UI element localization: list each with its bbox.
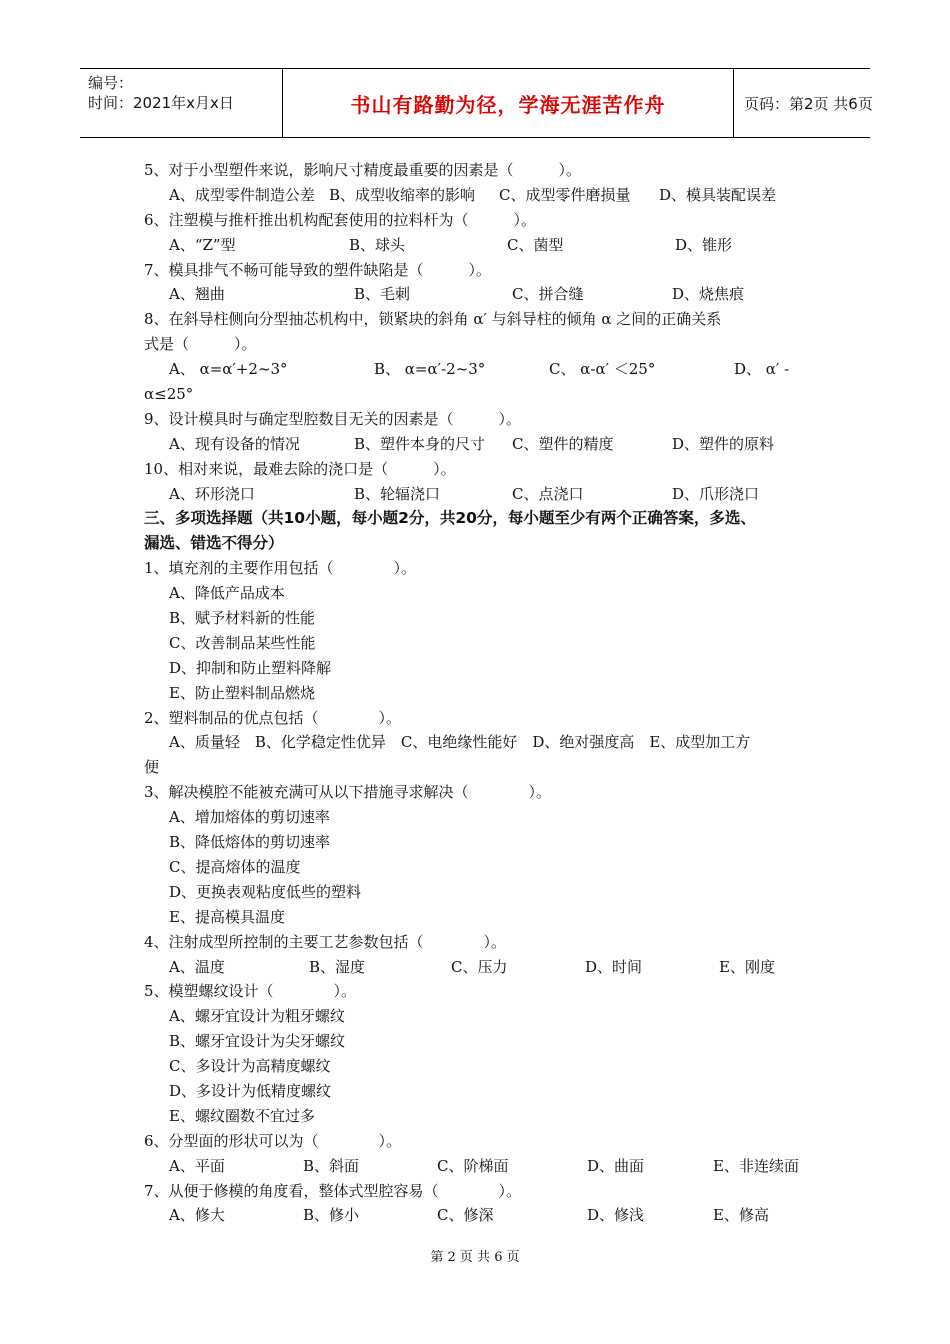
option-c: C、 α-α′ ＜25° bbox=[549, 360, 656, 379]
option-a: A、温度 bbox=[169, 957, 225, 976]
option-d: D、曲面 bbox=[587, 1156, 645, 1175]
option-a: A、翘曲 bbox=[169, 285, 225, 304]
question-stem: 7、模具排气不畅可能导致的塑件缺陷是（ ）。 bbox=[144, 260, 492, 279]
question-stem-continued: 式是（ ）。 bbox=[144, 335, 257, 354]
header-number-label: 编号： bbox=[88, 74, 134, 92]
option-a: A、环形浇口 bbox=[169, 484, 255, 503]
option-b: B、螺牙宜设计为尖牙螺纹 bbox=[169, 1032, 346, 1051]
option-b: B、毛刺 bbox=[354, 285, 411, 304]
page-header bbox=[80, 68, 873, 138]
option-c: C、点浇口 bbox=[512, 484, 584, 503]
question-stem: 3、解决模腔不能被充满可从以下措施寻求解决（ ）。 bbox=[144, 783, 552, 802]
header-time-label: 时间：2021年x月x日 bbox=[88, 94, 234, 112]
question-stem: 5、模塑螺纹设计（ ）。 bbox=[144, 982, 357, 1001]
question-stem: 4、注射成型所控制的主要工艺参数包括（ ）。 bbox=[144, 932, 507, 951]
section-heading: 三、多项选择题（共10小题，每小题2分，共20分，每小题至少有两个正确答案，多选、 bbox=[144, 509, 756, 528]
option-row bbox=[144, 1154, 824, 1179]
option-row bbox=[144, 432, 824, 457]
option-b: B、斜面 bbox=[303, 1156, 360, 1175]
option-c: C、成型零件磨损量 bbox=[499, 185, 631, 204]
option-b: B、湿度 bbox=[309, 957, 366, 976]
question-stem: 9、设计模具时与确定型腔数目无关的因素是（ ）。 bbox=[144, 409, 522, 428]
option-a: A、“Z”型 bbox=[169, 235, 236, 254]
option-d: D、烧焦痕 bbox=[672, 285, 745, 304]
option-d: D、 α′ - bbox=[734, 360, 790, 379]
question-stem: 2、塑料制品的优点包括（ ）。 bbox=[144, 708, 402, 727]
option-row-continued: 便 bbox=[144, 758, 160, 777]
option-b: B、球头 bbox=[349, 235, 406, 254]
option-c: C、修深 bbox=[437, 1206, 494, 1225]
option-e: E、螺纹圈数不宜过多 bbox=[169, 1106, 315, 1125]
option-b: B、 α=α′-2~3° bbox=[374, 360, 486, 379]
option-d-continued: α≤25° bbox=[144, 385, 194, 404]
option-b: B、修小 bbox=[303, 1206, 360, 1225]
header-page-label: 页码：第2页 共6页 bbox=[744, 94, 873, 113]
option-b: B、轮辐浇口 bbox=[354, 484, 441, 503]
option-b: B、赋予材料新的性能 bbox=[169, 609, 316, 628]
question-stem: 6、注塑模与推杆推出机构配套使用的拉料杆为（ ）。 bbox=[144, 210, 537, 229]
option-c: C、提高熔体的温度 bbox=[169, 857, 301, 876]
option-row bbox=[144, 233, 824, 258]
option-d: D、塑件的原料 bbox=[672, 434, 775, 453]
option-d: D、模具装配误差 bbox=[659, 185, 777, 204]
option-d: D、多设计为低精度螺纹 bbox=[169, 1081, 332, 1100]
option-row bbox=[144, 282, 824, 307]
option-row bbox=[144, 357, 824, 382]
option-d: D、锥形 bbox=[675, 235, 733, 254]
section-heading-continued: 漏选、错选不得分） bbox=[144, 534, 284, 553]
option-row: A、质量轻 B、化学稳定性优异 C、电绝缘性能好 D、绝对强度高 E、成型加工方 bbox=[169, 733, 751, 752]
option-e: E、防止塑料制品燃烧 bbox=[169, 683, 315, 702]
page-footer: 第 2 页 共 6 页 bbox=[430, 1250, 520, 1265]
option-a: A、现有设备的情况 bbox=[169, 434, 300, 453]
header-motto: 书山有路勤为径，学海无涯苦作舟 bbox=[350, 92, 666, 117]
option-d: D、修浅 bbox=[587, 1206, 645, 1225]
option-c: C、菌型 bbox=[507, 235, 564, 254]
option-row bbox=[144, 183, 824, 208]
option-e: E、刚度 bbox=[719, 957, 775, 976]
option-c: C、压力 bbox=[451, 957, 508, 976]
question-stem: 7、从便于修模的角度看，整体式型腔容易（ ）。 bbox=[144, 1181, 522, 1200]
option-a: A、 α=α′+2~3° bbox=[169, 360, 288, 379]
option-row bbox=[144, 482, 824, 507]
question-stem: 1、填充剂的主要作用包括（ ）。 bbox=[144, 559, 417, 578]
question-stem: 6、分型面的形状可以为（ ）。 bbox=[144, 1131, 402, 1150]
option-c: C、塑件的精度 bbox=[512, 434, 614, 453]
option-c: C、拼合缝 bbox=[512, 285, 584, 304]
option-b: B、塑件本身的尺寸 bbox=[354, 434, 486, 453]
header-meta bbox=[80, 69, 282, 137]
option-a: A、修大 bbox=[169, 1206, 225, 1225]
option-c: C、改善制品某些性能 bbox=[169, 633, 316, 652]
option-d: D、抑制和防止塑料降解 bbox=[169, 658, 332, 677]
option-d: D、爪形浇口 bbox=[672, 484, 760, 503]
option-b: B、成型收缩率的影响 bbox=[329, 185, 476, 204]
question-stem: 8、在斜导柱侧向分型抽芯机构中，锁紧块的斜角 α′ 与斜导柱的倾角 α 之间的正确关系 bbox=[144, 310, 722, 329]
option-b: B、降低熔体的剪切速率 bbox=[169, 833, 331, 852]
option-c: C、阶梯面 bbox=[437, 1156, 509, 1175]
option-e: E、非连续面 bbox=[713, 1156, 799, 1175]
option-e: E、修高 bbox=[713, 1206, 769, 1225]
option-c: C、多设计为高精度螺纹 bbox=[169, 1057, 331, 1076]
option-row bbox=[144, 955, 824, 980]
option-a: A、螺牙宜设计为粗牙螺纹 bbox=[169, 1007, 345, 1026]
option-a: A、增加熔体的剪切速率 bbox=[169, 808, 330, 827]
option-a: A、平面 bbox=[169, 1156, 225, 1175]
document-body bbox=[144, 158, 824, 1228]
question-stem: 10、相对来说，最难去除的浇口是（ ）。 bbox=[144, 459, 456, 478]
header-motto-cell bbox=[282, 69, 734, 137]
option-a: A、成型零件制造公差 bbox=[169, 185, 315, 204]
option-e: E、提高模具温度 bbox=[169, 907, 285, 926]
option-d: D、时间 bbox=[585, 957, 643, 976]
option-a: A、降低产品成本 bbox=[169, 584, 285, 603]
option-d: D、更换表观粘度低些的塑料 bbox=[169, 882, 362, 901]
option-row bbox=[144, 1203, 824, 1228]
question-stem: 5、对于小型塑件来说，影响尺寸精度最重要的因素是（ ）。 bbox=[144, 161, 582, 179]
